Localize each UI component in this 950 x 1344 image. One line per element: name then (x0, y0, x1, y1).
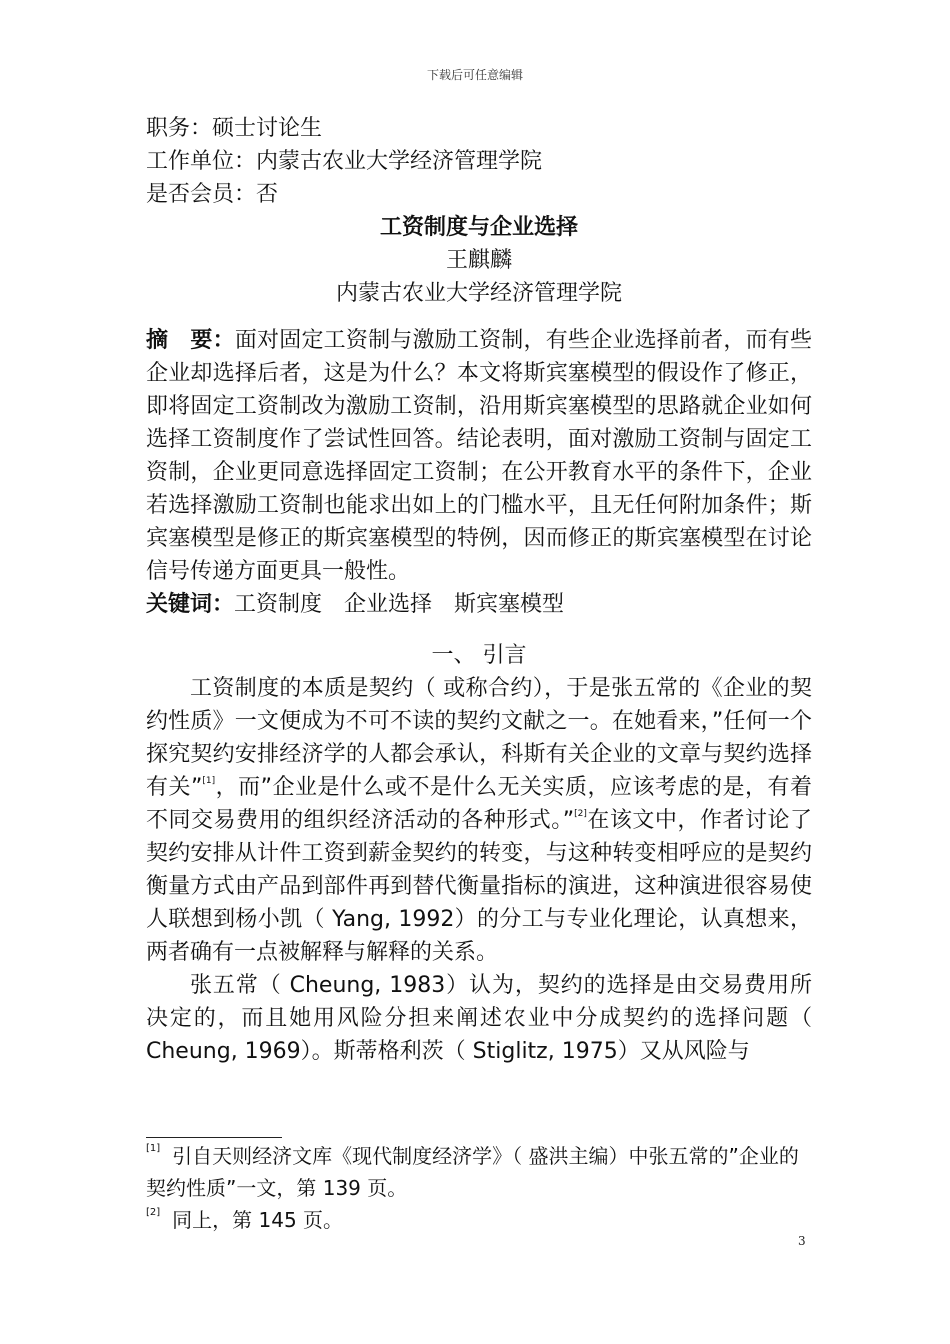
document-body (146, 112, 812, 1068)
position-line: 职务：硕士讨论生 (146, 116, 323, 141)
footnotes (146, 1140, 812, 1236)
author-institution: 内蒙古农业大学经济管理学院 (335, 281, 622, 306)
footnote-1 (146, 1140, 812, 1204)
keywords-text: 工资制度 企业选择 斯宾塞模型 (234, 592, 565, 617)
abstract-label: 摘 要： (146, 328, 235, 353)
page-number: 3 (798, 1234, 806, 1248)
paragraph-1 (146, 672, 812, 969)
footnote-1-mark: [1] (146, 1143, 161, 1154)
member-line: 是否会员：否 (146, 182, 279, 207)
keywords-label: 关键词： (146, 592, 235, 617)
paragraph-1-part-b: ，而”企业是什么或不是什么无关实质，应该考虑的是，有着不同交易费用的组织经济活动的各种形式。” (146, 775, 812, 833)
footnote-divider (146, 1137, 282, 1138)
keywords (146, 588, 812, 621)
paper-title: 工资制度与企业选择 (379, 215, 578, 240)
paragraph-2: 张五常（ Cheung, 1983）认为，契约的选择是由交易费用所决定的，而且她用风险分担来阐述农业中分成契约的选择问题（ Cheung, 1969）。斯蒂格利茨（ Stiglitz, 1975）又从风险与 (146, 973, 812, 1064)
affiliation-line: 工作单位：内蒙古农业大学经济管理学院 (146, 149, 543, 174)
footnote-2 (146, 1204, 812, 1236)
author-name: 王麒麟 (445, 248, 512, 273)
section-heading: 一、 引言 (431, 643, 527, 668)
abstract (146, 324, 812, 588)
paragraph-1-part-c: 在该文中，作者讨论了契约安排从计件工资到薪金契约的转变，与这种转变相呼应的是契约衡量方式由产品到部件再到替代衡量指标的演进，这种演进很容易使人联想到杨小凯（ Yang, 1992）的分工与专业化理论，认真想来，两者确有一点被解释与解释的关系。 (146, 808, 812, 965)
abstract-text: 面对固定工资制与激励工资制，有些企业选择前者，而有些企业却选择后者，这是为什么？本文将斯宾塞模型的假设作了修正，即将固定工资制改为激励工资制，沿用斯宾塞模型的思路就企业如何选择工资制度作了尝试性回答。结论表明，面对激励工资制与固定工资制，企业更同意选择固定工资制；在公开教育水平的条件下，企业若选择激励工资制也能求出如上的门槛水平，且无任何附加条件；斯宾塞模型是修正的斯宾塞模型的特例，因而修正的斯宾塞模型在讨论信号传递方面更具一般性。 (146, 328, 812, 584)
footnote-2-text: 同上，第 145 页。 (172, 1208, 344, 1232)
footnote-1-text: 引自天则经济文库《现代制度经济学》（ 盛洪主编）中张五常的”企业的契约性质”一文，第 139 页。 (146, 1144, 799, 1200)
page-header: 下载后可任意编辑 (426, 68, 523, 82)
paragraph-1-part-a: 工资制度的本质是契约（ 或称合约），于是张五常的《企业的契约性质》一文便成为不可不读的契约文献之一。在她看来，”任何一个探究契约安排经济学的人都会承认，科斯有关企业的文章与契约选择有关” (146, 676, 812, 800)
footnote-ref-2[interactable]: [2] (574, 809, 587, 819)
footnote-2-mark: [2] (146, 1207, 161, 1218)
footnote-ref-1[interactable]: [1] (202, 776, 216, 786)
